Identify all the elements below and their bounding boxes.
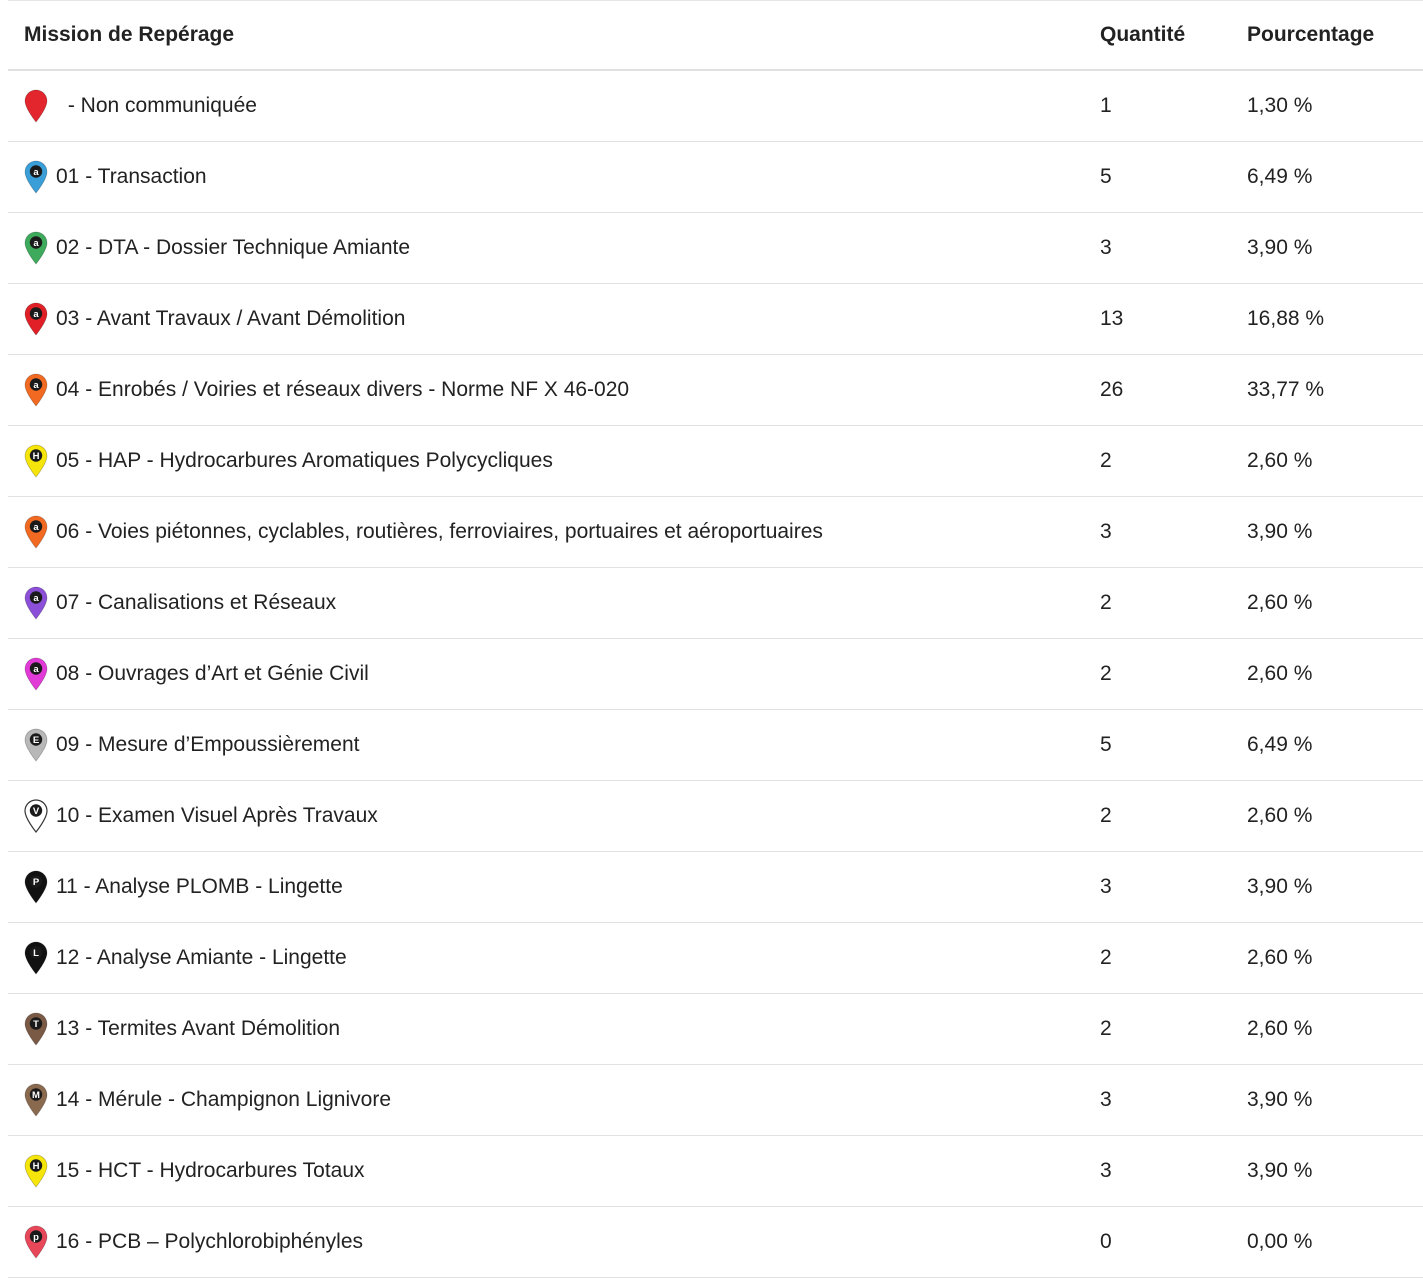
svg-text:a: a	[33, 309, 39, 320]
cell-percentage: 6,49 %	[1247, 165, 1313, 188]
cell-mission	[8, 941, 1100, 975]
mission-label: 02 - DTA - Dossier Technique Amiante	[56, 236, 411, 259]
cell-mission	[8, 1012, 1100, 1046]
header-mission[interactable]: Mission de Repérage	[24, 23, 235, 46]
cell-percentage: 2,60 %	[1247, 449, 1313, 472]
svg-text:P: P	[32, 877, 40, 888]
table-row[interactable]	[8, 497, 1423, 568]
cell-mission	[8, 1154, 1100, 1188]
cell-percentage: 6,49 %	[1247, 733, 1313, 756]
cell-percentage: 3,90 %	[1247, 236, 1313, 259]
cell-mission	[8, 728, 1100, 762]
cell-mission	[8, 1225, 1100, 1259]
cell-quantity: 3	[1100, 1088, 1112, 1111]
cell-quantity: 2	[1100, 946, 1112, 969]
cell-percentage: 2,60 %	[1247, 946, 1313, 969]
mission-label: 11 - Analyse PLOMB - Lingette	[56, 875, 343, 898]
mission-label: 01 - Transaction	[56, 165, 207, 188]
yellow-h-pin-icon	[24, 1154, 48, 1188]
svg-text:p: p	[33, 1232, 39, 1243]
grey-e-pin-icon	[24, 728, 48, 762]
cell-quantity: 1	[1100, 94, 1112, 117]
table-row[interactable]	[8, 639, 1423, 710]
cell-quantity: 26	[1100, 378, 1124, 401]
cell-mission	[8, 1083, 1100, 1117]
svg-text:a: a	[33, 664, 39, 675]
cell-mission	[8, 515, 1100, 549]
cell-mission	[8, 870, 1100, 904]
table-row[interactable]	[8, 426, 1423, 497]
cell-percentage: 2,60 %	[1247, 662, 1313, 685]
mission-label: 12 - Analyse Amiante - Lingette	[56, 946, 347, 969]
svg-text:L: L	[33, 948, 39, 959]
cell-percentage: 3,90 %	[1247, 520, 1313, 543]
table-row[interactable]	[8, 923, 1423, 994]
cell-quantity: 2	[1100, 662, 1112, 685]
table-row[interactable]	[8, 994, 1423, 1065]
mission-label: 04 - Enrobés / Voiries et réseaux divers - Norme NF X 46-020	[56, 378, 630, 401]
table-row[interactable]	[8, 568, 1423, 639]
mission-label: 14 - Mérule - Champignon Lignivore	[56, 1088, 392, 1111]
table-header	[8, 1, 1423, 71]
cell-mission	[8, 373, 1100, 407]
cell-quantity: 2	[1100, 449, 1112, 472]
cell-mission	[8, 89, 1100, 123]
cell-percentage: 1,30 %	[1247, 94, 1313, 117]
cell-mission	[8, 657, 1100, 691]
magenta-a-pin-icon	[24, 657, 48, 691]
purple-a-pin-icon	[24, 586, 48, 620]
green-a-pin-icon	[24, 231, 48, 265]
pink-p-pin-icon	[24, 1225, 48, 1259]
cell-quantity: 3	[1100, 875, 1112, 898]
cell-percentage: 3,90 %	[1247, 1159, 1313, 1182]
mission-label: 13 - Termites Avant Démolition	[56, 1017, 341, 1040]
cell-percentage: 3,90 %	[1247, 875, 1313, 898]
mission-label: 08 - Ouvrages d’Art et Génie Civil	[56, 662, 369, 685]
cell-percentage: 3,90 %	[1247, 1088, 1313, 1111]
cell-percentage: 33,77 %	[1247, 378, 1325, 401]
table-row[interactable]	[8, 213, 1423, 284]
cell-quantity: 5	[1100, 165, 1112, 188]
svg-text:H: H	[32, 1161, 40, 1172]
cell-quantity: 3	[1100, 236, 1112, 259]
cell-percentage: 2,60 %	[1247, 804, 1313, 827]
mission-label: 09 - Mesure d’Empoussièrement	[56, 733, 360, 756]
cell-quantity: 13	[1100, 307, 1124, 330]
svg-text:V: V	[32, 806, 40, 817]
cell-mission	[8, 444, 1100, 478]
table-row[interactable]	[8, 142, 1423, 213]
svg-text:a: a	[33, 522, 39, 533]
black-l-pin-icon	[24, 941, 48, 975]
black-p-pin-icon	[24, 870, 48, 904]
cell-mission	[8, 586, 1100, 620]
cell-percentage: 2,60 %	[1247, 591, 1313, 614]
table-row[interactable]	[8, 1136, 1423, 1207]
mission-label: - Non communiquée	[62, 94, 257, 117]
mission-table	[8, 0, 1423, 1278]
cell-quantity: 2	[1100, 804, 1112, 827]
red-plain-pin-icon	[24, 89, 48, 123]
cell-quantity: 0	[1100, 1230, 1112, 1253]
svg-text:a: a	[33, 238, 39, 249]
red-a-pin-icon	[24, 302, 48, 336]
svg-text:E: E	[32, 735, 40, 746]
orange-a-pin-icon	[24, 515, 48, 549]
cell-quantity: 2	[1100, 591, 1112, 614]
table-row[interactable]	[8, 1065, 1423, 1136]
cell-percentage: 0,00 %	[1247, 1230, 1313, 1253]
cell-quantity: 3	[1100, 520, 1112, 543]
cell-quantity: 2	[1100, 1017, 1112, 1040]
cell-percentage: 16,88 %	[1247, 307, 1325, 330]
table-row[interactable]	[8, 355, 1423, 426]
table-row[interactable]	[8, 284, 1423, 355]
mission-label: 10 - Examen Visuel Après Travaux	[56, 804, 378, 827]
mission-label: 16 - PCB – Polychlorobiphényles	[56, 1230, 364, 1253]
table-row[interactable]	[8, 852, 1423, 923]
blue-a-pin-icon	[24, 160, 48, 194]
cell-mission	[8, 799, 1100, 833]
svg-text:T: T	[33, 1019, 39, 1030]
cell-mission	[8, 231, 1100, 265]
yellow-h-pin-icon	[24, 444, 48, 478]
table-row[interactable]	[8, 1207, 1423, 1278]
table-body	[8, 71, 1423, 1278]
cell-quantity: 5	[1100, 733, 1112, 756]
cell-percentage: 2,60 %	[1247, 1017, 1313, 1040]
svg-text:a: a	[33, 380, 39, 391]
brown-m-pin-icon	[24, 1083, 48, 1117]
brown-t-pin-icon	[24, 1012, 48, 1046]
mission-label: 07 - Canalisations et Réseaux	[56, 591, 337, 614]
mission-label: 06 - Voies piétonnes, cyclables, routières, ferroviaires, portuaires et aéroportuaires	[56, 520, 823, 543]
header-percentage[interactable]: Pourcentage	[1247, 23, 1375, 46]
svg-text:M: M	[32, 1090, 40, 1101]
svg-text:H: H	[32, 451, 40, 462]
orange-a-pin-icon	[24, 373, 48, 407]
svg-text:a: a	[33, 167, 39, 178]
cell-quantity: 3	[1100, 1159, 1112, 1182]
cell-mission	[8, 302, 1100, 336]
white-v-pin-icon	[24, 799, 48, 833]
header-quantity[interactable]: Quantité	[1100, 23, 1186, 46]
svg-text:a: a	[33, 593, 39, 604]
cell-mission	[8, 160, 1100, 194]
mission-label: 15 - HCT - Hydrocarbures Totaux	[56, 1159, 365, 1182]
table-row[interactable]	[8, 71, 1423, 142]
mission-label: 03 - Avant Travaux / Avant Démolition	[56, 307, 406, 330]
table-row[interactable]	[8, 710, 1423, 781]
table-row[interactable]	[8, 781, 1423, 852]
mission-label: 05 - HAP - Hydrocarbures Aromatiques Polycycliques	[56, 449, 553, 472]
